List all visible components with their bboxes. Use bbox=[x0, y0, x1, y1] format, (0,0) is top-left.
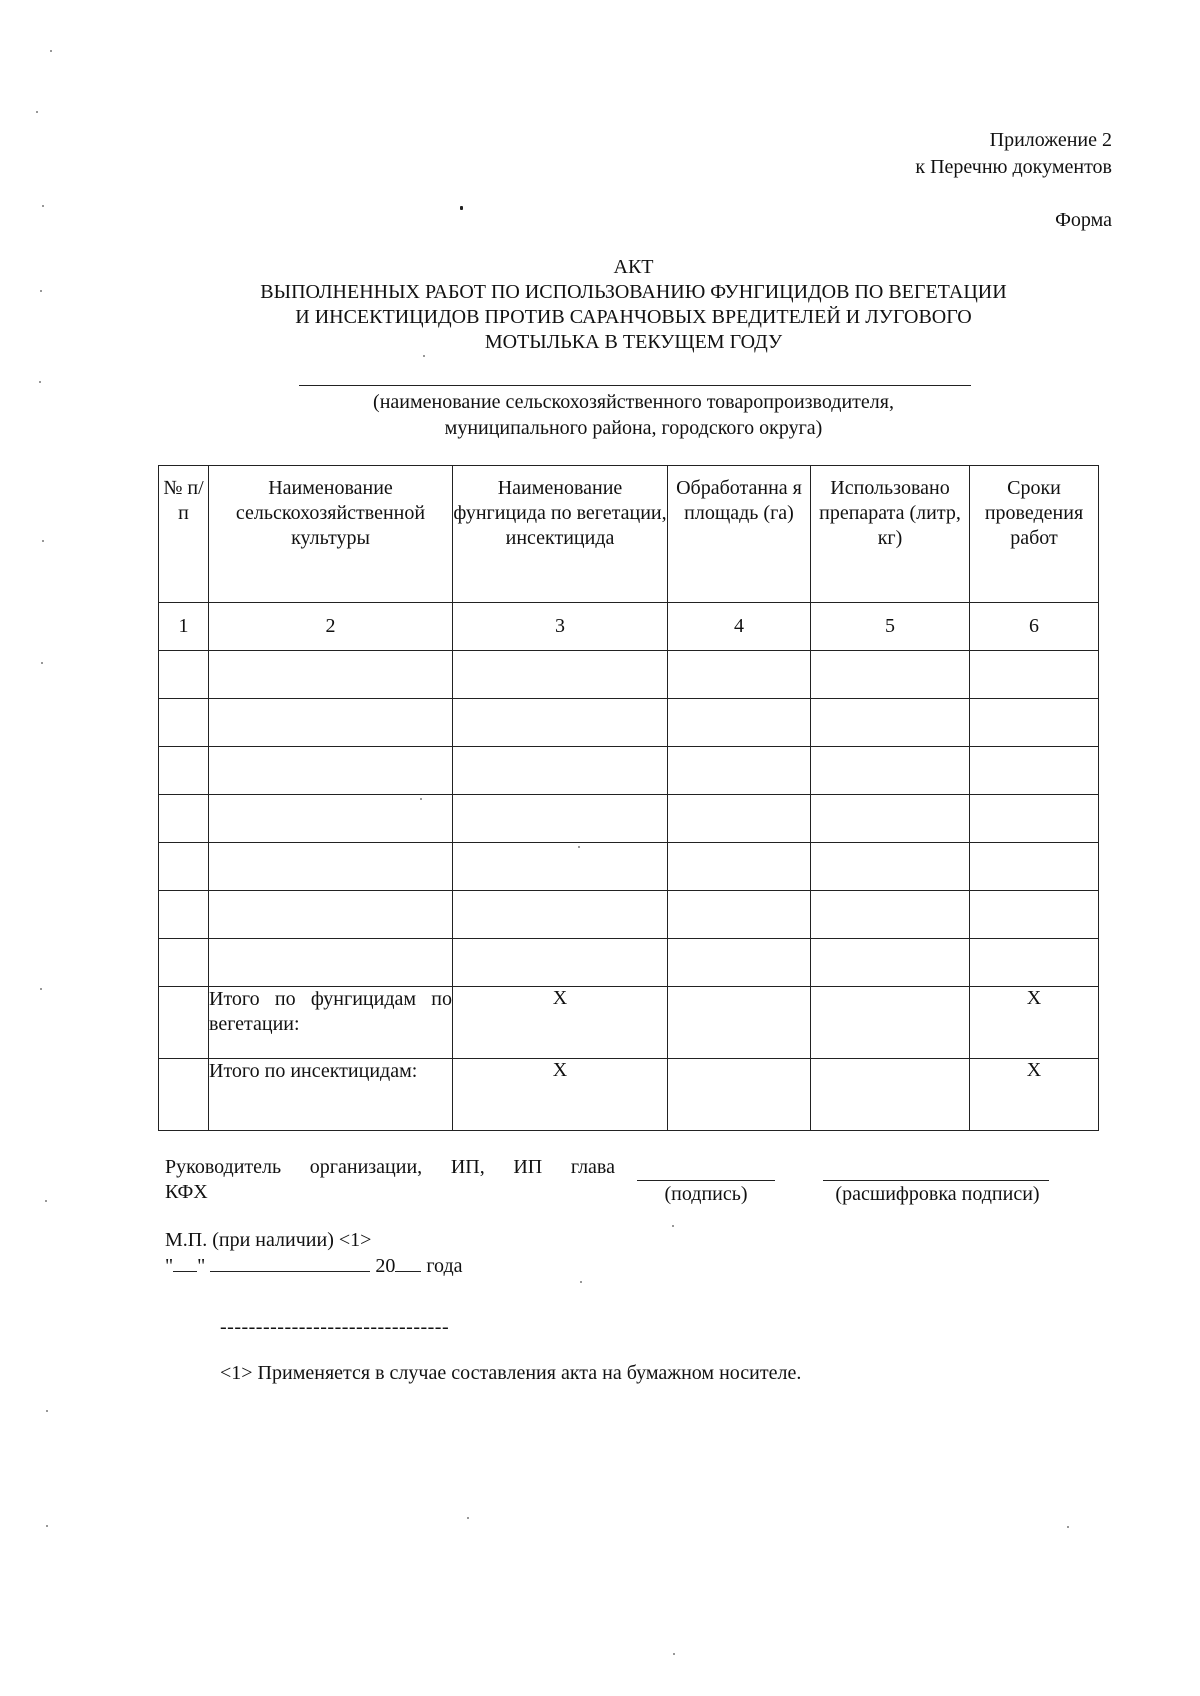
table-cell[interactable] bbox=[811, 939, 970, 987]
table-row bbox=[159, 795, 1099, 843]
date-line bbox=[165, 1253, 463, 1279]
signer-word: Руководитель bbox=[165, 1156, 282, 1178]
title-line-4: МОТЫЛЬКА В ТЕКУЩЕМ ГОДУ bbox=[484, 331, 783, 353]
table-cell[interactable] bbox=[159, 747, 209, 795]
table-cell[interactable] bbox=[811, 699, 970, 747]
total-row-fungicides bbox=[159, 987, 1099, 1059]
header-work-dates: Сроки проведения работ bbox=[970, 466, 1099, 603]
table-cell[interactable] bbox=[811, 843, 970, 891]
stamp-label: М.П. (при наличии) <1> bbox=[165, 1229, 372, 1251]
table-cell[interactable] bbox=[811, 747, 970, 795]
table-cell[interactable] bbox=[970, 699, 1099, 747]
date-suffix: года bbox=[426, 1255, 463, 1277]
total-cell[interactable] bbox=[668, 987, 811, 1059]
date-month-blank[interactable] bbox=[210, 1253, 370, 1272]
date-quote-close: " bbox=[197, 1255, 206, 1277]
date-day-blank[interactable] bbox=[173, 1253, 197, 1272]
appendix-line-2: к Перечню документов bbox=[915, 156, 1112, 178]
table-row bbox=[159, 843, 1099, 891]
table-row bbox=[159, 747, 1099, 795]
table-row bbox=[159, 699, 1099, 747]
total-cell bbox=[159, 1059, 209, 1131]
x-mark: X bbox=[970, 1059, 1099, 1131]
total-cell bbox=[159, 987, 209, 1059]
total-cell[interactable] bbox=[811, 987, 970, 1059]
appendix-line-1: Приложение 2 bbox=[989, 129, 1112, 151]
signer-word: организации, bbox=[309, 1156, 423, 1178]
footnote-separator: -------------------------------- bbox=[220, 1316, 450, 1338]
table-cell[interactable] bbox=[668, 795, 811, 843]
table-cell[interactable] bbox=[970, 843, 1099, 891]
x-mark: X bbox=[453, 1059, 668, 1131]
title-line-2: ВЫПОЛНЕННЫХ РАБОТ ПО ИСПОЛЬЗОВАНИЮ ФУНГИЦИДОВ ПО ВЕГЕТАЦИИ bbox=[260, 281, 1007, 303]
table-header-row bbox=[159, 466, 1099, 603]
producer-caption-line-1: (наименование сельскохозяйственного товаропроизводителя, bbox=[373, 391, 894, 413]
table-cell[interactable] bbox=[453, 939, 668, 987]
table-cell[interactable] bbox=[159, 795, 209, 843]
column-number: 3 bbox=[453, 603, 668, 651]
table-cell[interactable] bbox=[811, 795, 970, 843]
footnote-text: <1> Применяется в случае составления акта на бумажном носителе. bbox=[220, 1362, 802, 1384]
table-cell[interactable] bbox=[209, 891, 453, 939]
x-mark: X bbox=[453, 987, 668, 1059]
header-treated-area: Обработанна я площадь (га) bbox=[668, 466, 811, 603]
header-fungicide-name: Наименование фунгицида по вегетации, инсектицида bbox=[453, 466, 668, 603]
table-row bbox=[159, 891, 1099, 939]
table-cell[interactable] bbox=[970, 795, 1099, 843]
appendix-reference bbox=[915, 127, 1112, 181]
table-cell[interactable] bbox=[453, 747, 668, 795]
column-numbers-row bbox=[159, 603, 1099, 651]
table-cell[interactable] bbox=[209, 939, 453, 987]
total-cell[interactable] bbox=[811, 1059, 970, 1131]
table-cell[interactable] bbox=[159, 939, 209, 987]
table-cell[interactable] bbox=[668, 843, 811, 891]
column-number: 4 bbox=[668, 603, 811, 651]
header-crop-name: Наименование сельскохозяйственной культуры bbox=[209, 466, 453, 603]
signature-decode-caption: (расшифровка подписи) bbox=[835, 1183, 1040, 1205]
signature-decode-line[interactable] bbox=[823, 1180, 1049, 1181]
document-title bbox=[150, 255, 1117, 355]
table-cell[interactable] bbox=[970, 651, 1099, 699]
producer-name-line[interactable] bbox=[299, 385, 971, 386]
table-cell[interactable] bbox=[159, 699, 209, 747]
act-table bbox=[158, 465, 1099, 1131]
total-cell[interactable] bbox=[668, 1059, 811, 1131]
total-row-insecticides bbox=[159, 1059, 1099, 1131]
table-cell[interactable] bbox=[209, 795, 453, 843]
date-year-blank[interactable] bbox=[395, 1253, 421, 1272]
title-line-1: АКТ bbox=[613, 256, 654, 278]
producer-caption-line-2: муниципального района, городского округа) bbox=[444, 417, 823, 439]
column-number: 6 bbox=[970, 603, 1099, 651]
table-cell[interactable] bbox=[159, 891, 209, 939]
table-cell[interactable] bbox=[453, 651, 668, 699]
table-cell[interactable] bbox=[159, 843, 209, 891]
date-year-prefix: 20 bbox=[375, 1255, 396, 1277]
table-cell[interactable] bbox=[668, 651, 811, 699]
header-preparation-used: Использовано препарата (литр, кг) bbox=[811, 466, 970, 603]
table-cell[interactable] bbox=[159, 651, 209, 699]
table-cell[interactable] bbox=[970, 747, 1099, 795]
column-number: 2 bbox=[209, 603, 453, 651]
table-row bbox=[159, 651, 1099, 699]
table-cell[interactable] bbox=[811, 891, 970, 939]
column-number: 1 bbox=[159, 603, 209, 651]
table-cell[interactable] bbox=[209, 843, 453, 891]
signer-label bbox=[165, 1155, 615, 1205]
table-row bbox=[159, 939, 1099, 987]
form-label: Форма bbox=[1055, 209, 1112, 231]
table-cell[interactable] bbox=[453, 891, 668, 939]
producer-caption bbox=[150, 389, 1117, 441]
signer-word: ИП bbox=[513, 1156, 543, 1178]
table-cell[interactable] bbox=[453, 843, 668, 891]
signature-caption: (подпись) bbox=[664, 1183, 748, 1205]
table-cell[interactable] bbox=[209, 699, 453, 747]
signer-word: ИП, bbox=[450, 1156, 485, 1178]
table-cell[interactable] bbox=[453, 699, 668, 747]
column-number: 5 bbox=[811, 603, 970, 651]
table-cell[interactable] bbox=[668, 891, 811, 939]
signer-line-1 bbox=[165, 1155, 615, 1180]
signature-line[interactable] bbox=[637, 1180, 775, 1181]
stamp-block bbox=[165, 1227, 463, 1279]
table-cell[interactable] bbox=[970, 891, 1099, 939]
table-cell[interactable] bbox=[209, 651, 453, 699]
total-label: Итого по фунгицидам по вегетации: bbox=[209, 987, 453, 1059]
title-line-3: И ИНСЕКТИЦИДОВ ПРОТИВ САРАНЧОВЫХ ВРЕДИТЕЛЕЙ И ЛУГОВОГО bbox=[295, 306, 972, 328]
table-cell[interactable] bbox=[811, 651, 970, 699]
table-cell[interactable] bbox=[668, 747, 811, 795]
total-label: Итого по инсектицидам: bbox=[209, 1059, 453, 1131]
table-cell[interactable] bbox=[453, 795, 668, 843]
table-cell[interactable] bbox=[668, 939, 811, 987]
header-row-number: № п/п bbox=[159, 466, 209, 603]
table-cell[interactable] bbox=[668, 699, 811, 747]
x-mark: X bbox=[970, 987, 1099, 1059]
signer-line-2: КФХ bbox=[165, 1181, 208, 1203]
table-cell[interactable] bbox=[970, 939, 1099, 987]
table-cell[interactable] bbox=[209, 747, 453, 795]
signer-word: глава bbox=[570, 1156, 615, 1178]
date-quote-open: " bbox=[165, 1255, 174, 1277]
